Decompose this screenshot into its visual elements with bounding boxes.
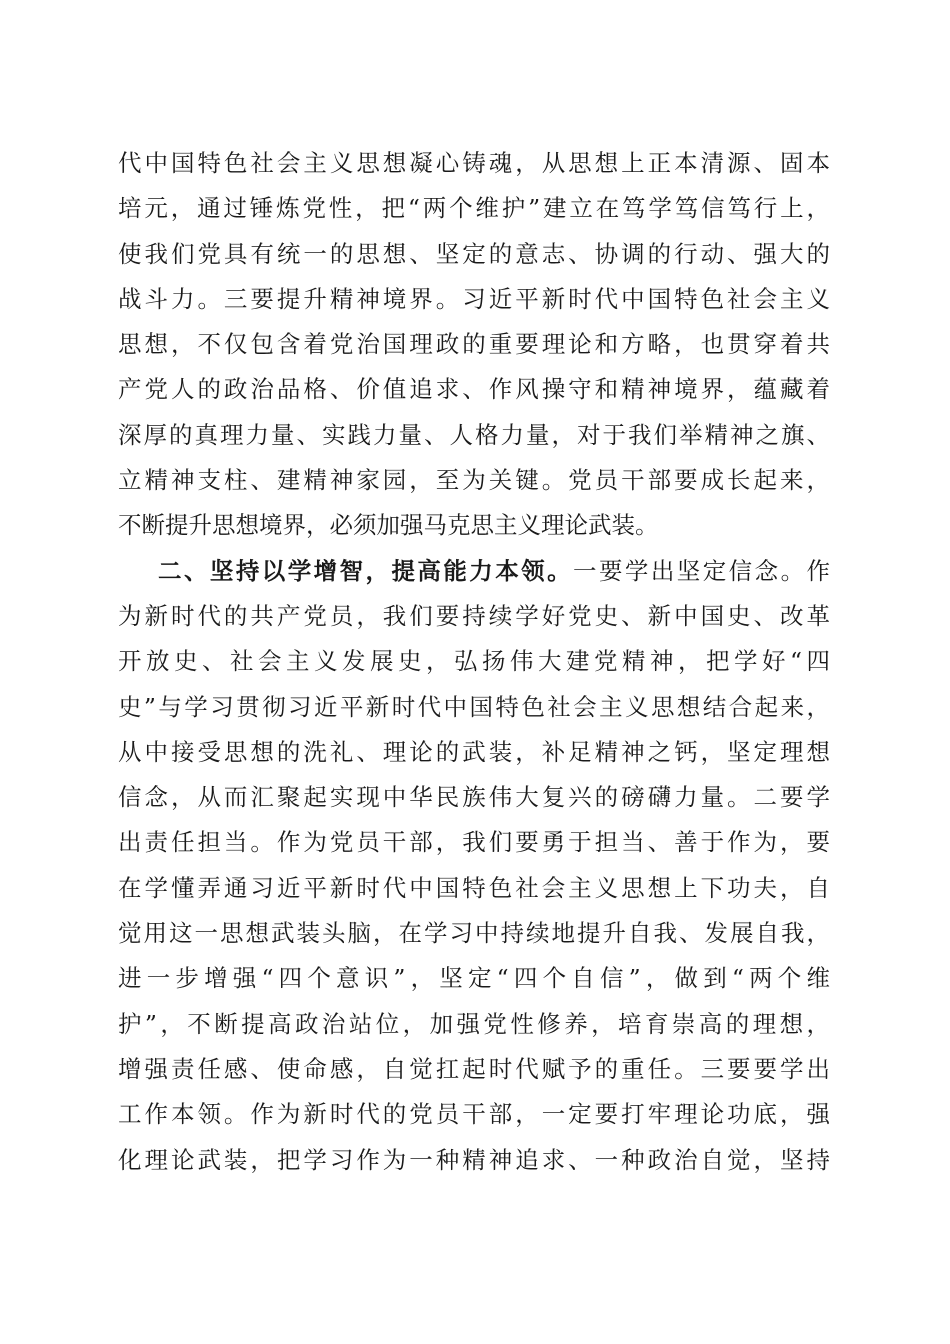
text-line: 立精神支柱、建精神家园，至为关键。党员干部要成长起来，	[118, 466, 830, 495]
text-line: 战斗力。三要提升精神境界。习近平新时代中国特色社会主义	[118, 284, 830, 313]
text-line: 深厚的真理力量、实践力量、人格力量，对于我们举精神之旗、	[118, 420, 830, 449]
text-line: 在学懂弄通习近平新时代中国特色社会主义思想上下功夫，自	[118, 873, 830, 902]
text-line: 从中接受思想的洗礼、理论的武装，补足精神之钙，坚定理想	[118, 737, 830, 766]
document-body	[118, 141, 830, 1183]
text-line: 为新时代的共产党员，我们要持续学好党史、新中国史、改革	[118, 601, 830, 630]
text-line: 思想，不仅包含着党治国理政的重要理论和方略，也贯穿着共	[118, 330, 830, 359]
text-line: 使我们党具有统一的思想、坚定的意志、协调的行动、强大的	[118, 239, 830, 268]
text-line: 开放史、社会主义发展史，弘扬伟大建党精神，把学好“四	[118, 647, 830, 676]
text-line: 信念，从而汇聚起实现中华民族伟大复兴的磅礴力量。二要学	[118, 783, 830, 812]
text-line: 史”与学习贯彻习近平新时代中国特色社会主义思想结合起来，	[118, 692, 830, 721]
text-run: 一要学出坚定信念。作	[573, 556, 831, 585]
text-line: 产党人的政治品格、价值追求、作风操守和精神境界，蕴藏着	[118, 375, 830, 404]
text-line: 培元，通过锤炼党性，把“两个维护”建立在笃学笃信笃行上，	[118, 194, 830, 223]
text-line: 工作本领。作为新时代的党员干部，一定要打牢理论功底，强	[118, 1100, 830, 1129]
text-line: 化理论武装，把学习作为一种精神追求、一种政治自觉，坚持	[118, 1145, 830, 1174]
text-line: 进一步增强“四个意识”，坚定“四个自信”，做到“两个维	[118, 964, 830, 993]
text-line: 不断提升思想境界，必须加强马克思主义理论武装。	[118, 511, 659, 540]
paragraph-1	[118, 141, 830, 549]
paragraph-2	[118, 549, 830, 1183]
text-line: 增强责任感、使命感，自觉扛起时代赋予的重任。三要要学出	[118, 1054, 830, 1083]
paragraph-2-first-line	[118, 549, 830, 594]
text-line: 出责任担当。作为党员干部，我们要勇于担当、善于作为，要	[118, 828, 830, 857]
text-line: 护”，不断提高政治站位，加强党性修养，培育崇高的理想，	[118, 1009, 830, 1038]
text-line: 代中国特色社会主义思想凝心铸魂，从思想上正本清源、固本	[118, 149, 830, 177]
section-heading: 二、坚持以学增智，提高能力本领。	[158, 556, 574, 585]
text-line: 觉用这一思想武装头脑，在学习中持续地提升自我、发展自我，	[118, 919, 830, 948]
